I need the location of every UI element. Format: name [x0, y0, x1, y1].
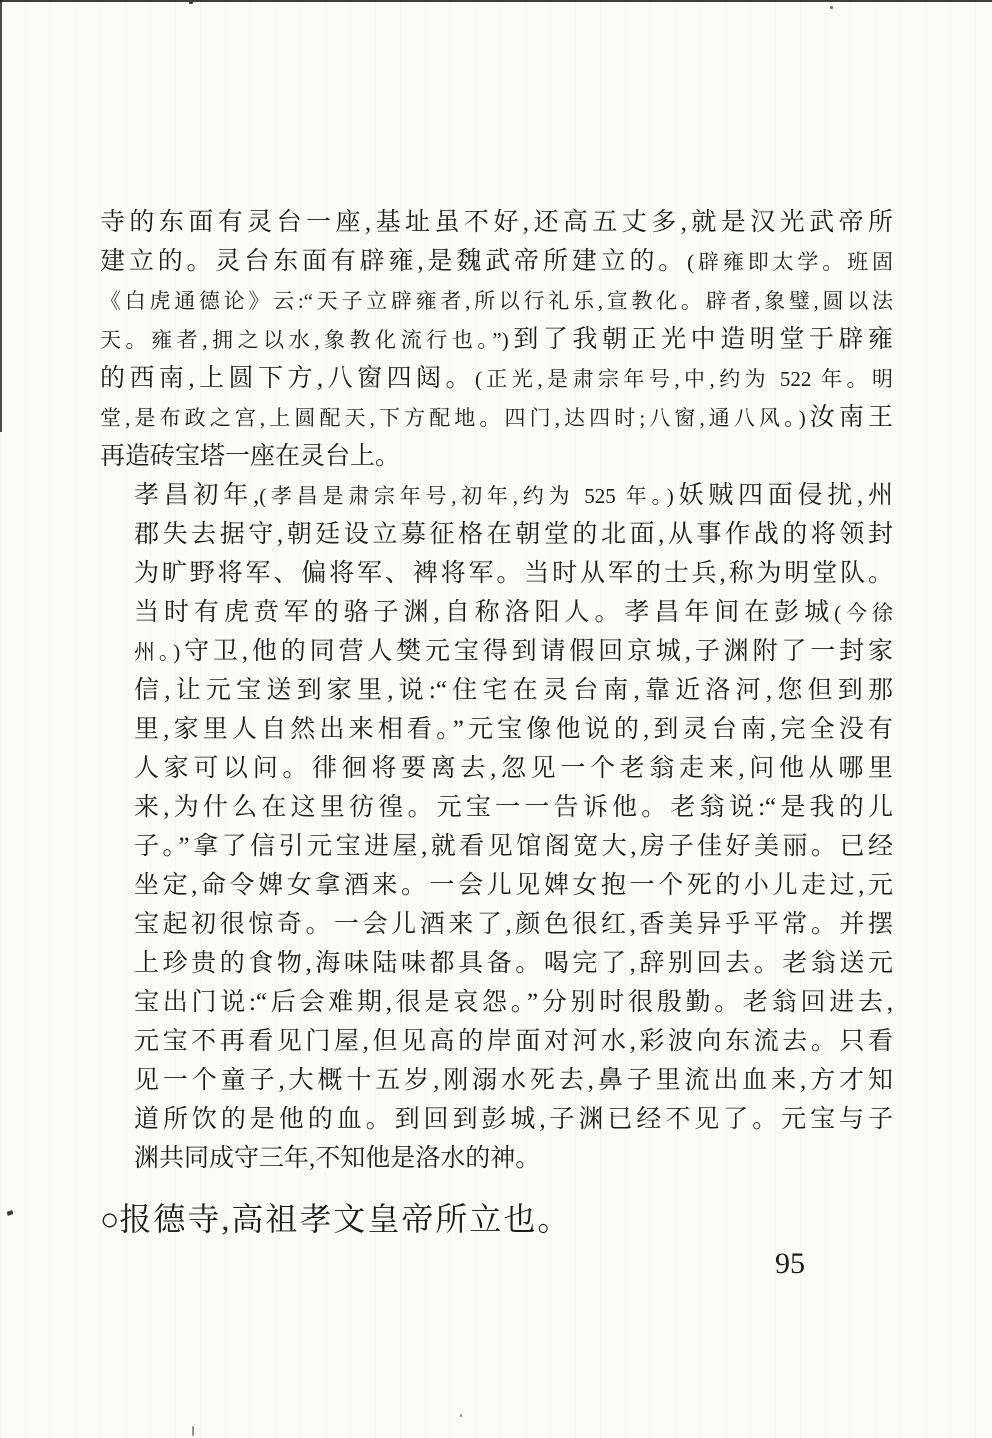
- text-line: [100, 320, 893, 359]
- section-heading: [100, 1196, 893, 1242]
- text-line: [134, 593, 893, 632]
- text-segment: 宝出门说:“后会难期,很是哀怨。”分别时很殷勤。老翁回进去,: [134, 989, 893, 1016]
- text-segment: 宝起初很惊奇。一会儿酒来了,颜色很红,香美异乎平常。并摆: [134, 911, 893, 938]
- text-segment: 道所饮的是他的血。到回到彭城,子渊已经不见了。元宝与子: [134, 1106, 893, 1133]
- text-segment: 来,为什么在这里彷徨。元宝一一告诉他。老翁说:“是我的儿: [134, 794, 893, 821]
- text-segment: 信,让元宝送到家里,说:“住宅在灵台南,靠近洛河,您但到那: [134, 677, 893, 704]
- text-line: [134, 671, 893, 710]
- text-segment: 为旷野将军、偏将军、裨将军。当时从军的士兵,称为明堂队。: [134, 560, 893, 587]
- text-segment: 堂,是布政之宫,上圆配天,下方配地。四门,达四时;八窗,通八风。): [100, 406, 806, 430]
- text-line: [134, 515, 893, 554]
- text-line: [134, 554, 893, 593]
- text-line: [134, 1100, 893, 1139]
- scan-speck: [6, 1210, 13, 1216]
- text-segment: 渊共同成守三年,不知他是洛水的神。: [134, 1145, 541, 1172]
- text-segment: 守卫,他的同营人樊元宝得到请假回京城,子渊附了一封家: [180, 638, 893, 665]
- text-line: [134, 1139, 893, 1178]
- text-line: [100, 437, 893, 476]
- text-line: [134, 827, 893, 866]
- text-line: [100, 203, 893, 242]
- text-segment: 的西南,上圆下方,八窗四闼。: [100, 365, 475, 392]
- text-line: [134, 632, 893, 671]
- text-segment: 见一个童子,大概十五岁,刚溺水死去,鼻子里流出血来,方才知: [134, 1067, 893, 1094]
- scan-edge-top-line: [0, 0, 992, 2]
- section-heading-text: 报德寺,高祖孝文皇帝所立也。: [119, 1201, 572, 1237]
- text-line: [134, 788, 893, 827]
- text-segment: 到了我朝正光中造明堂于辟雍: [508, 326, 893, 353]
- text-line: [134, 1022, 893, 1061]
- text-line: [100, 359, 893, 398]
- paragraph-xiaochang: [100, 476, 893, 1178]
- text-segment: 汝南王: [805, 404, 893, 431]
- text-line: [134, 476, 893, 515]
- text-segment: 妖贼四面侵扰,州: [673, 482, 893, 509]
- text-segment: (正光,是肃宗年号,中,约为 522 年。明: [474, 367, 893, 391]
- text-segment: 孝昌初年,: [134, 482, 260, 509]
- text-line: [100, 242, 893, 281]
- text-segment: (今徐: [834, 601, 893, 625]
- text-segment: 上珍贵的食物,海味陆味都具备。喝完了,辞别回去。老翁送元: [134, 950, 893, 977]
- text-line: [134, 749, 893, 788]
- scan-speck: [192, 1426, 194, 1436]
- text-segment: (辟雍即太学。班固: [687, 250, 893, 274]
- text-line: [134, 983, 893, 1022]
- scan-edge-left-line: [0, 0, 2, 432]
- text-line: [134, 905, 893, 944]
- text-segment: 子。”拿了信引元宝进屋,就看见馆阁宽大,房子佳好美丽。已经: [134, 833, 893, 860]
- text-segment: 州。): [134, 640, 181, 664]
- circle-marker-icon: ○: [100, 1201, 120, 1237]
- scan-speck: [189, 1, 193, 4]
- text-segment: 建立的。灵台东面有辟雍,是魏武帝所建立的。: [100, 248, 688, 275]
- text-line: [100, 281, 893, 320]
- scan-speck: [830, 6, 833, 9]
- text-segment: 天。雍者,拥之以水,象教化流行也。”): [100, 328, 509, 352]
- paragraph-lingtai: [100, 203, 893, 476]
- text-segment: (孝昌是肃宗年号,初年,约为 525 年。): [259, 484, 674, 508]
- text-line: [134, 944, 893, 983]
- text-segment: 坐定,命令婢女拿酒来。一会儿见婢女抱一个死的小儿走过,元: [134, 872, 893, 899]
- text-segment: 元宝不再看见门屋,但见高的岸面对河水,彩波向东流去。只看: [134, 1028, 893, 1055]
- text-line: [134, 866, 893, 905]
- text-line: [134, 1061, 893, 1100]
- text-segment: 寺的东面有灵台一座,基址虽不好,还高五丈多,就是汉光武帝所: [100, 209, 893, 236]
- scan-speck: [460, 1414, 462, 1417]
- body-text-block: [100, 203, 893, 1178]
- text-segment: 再造砖宝塔一座在灵台上。: [100, 443, 401, 470]
- text-segment: 《白虎通德论》云:“天子立辟雍者,所以行礼乐,宣教化。辟者,象璧,圆以法: [100, 289, 893, 313]
- text-segment: 里,家里人自然出来相看。”元宝像他说的,到灵台南,完全没有: [134, 716, 893, 743]
- text-segment: 郡失去据守,朝廷设立募征格在朝堂的北面,从事作战的将领封: [134, 521, 893, 548]
- text-line: [100, 398, 893, 437]
- page-number: 95: [775, 1247, 805, 1280]
- text-segment: 人家可以问。徘徊将要离去,忽见一个老翁走来,问他从哪里: [134, 755, 893, 782]
- text-segment: 当时有虎贲军的骆子渊,自称洛阳人。孝昌年间在彭城: [134, 599, 835, 626]
- text-line: [134, 710, 893, 749]
